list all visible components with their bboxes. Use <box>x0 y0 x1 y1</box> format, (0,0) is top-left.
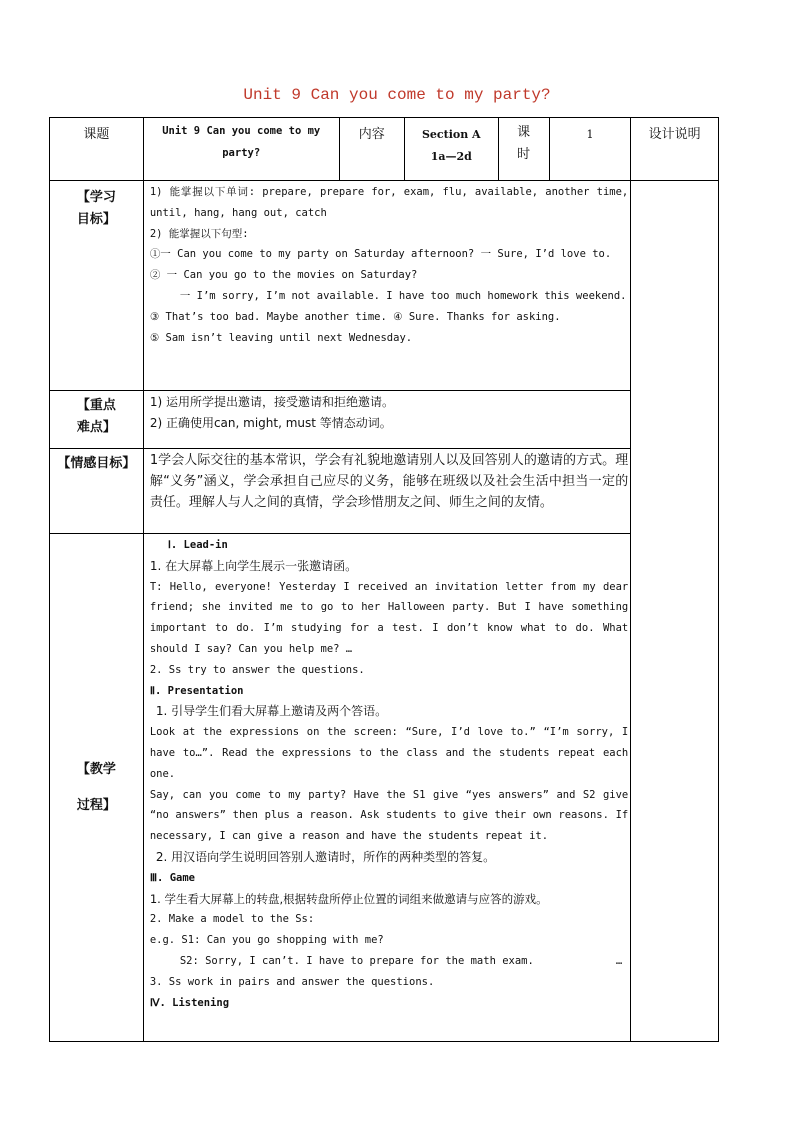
lead-in-heading: Ⅰ. Lead-in <box>167 539 228 551</box>
emotion-label-cell <box>50 449 144 534</box>
process-label-1: 【教学 <box>76 761 116 777</box>
process-label-2: 过程】 <box>76 797 116 813</box>
design-label: 设计说明 <box>648 127 701 142</box>
game-example-s2: S2: Sorry, I can’t. I have to prepare for the math exam. <box>179 954 534 967</box>
period-label-1: 课 <box>517 125 531 140</box>
listening-heading: Ⅳ. Listening <box>149 996 230 1009</box>
goals-content-cell <box>143 181 630 391</box>
goal-line-1: 1) 能掌握以下单词: prepare, prepare for, exam, flu, available, another time, until, hang, hang out, catch <box>149 186 629 219</box>
key-point-line-2: 2) 正确使用can, might, must 等情态动词。 <box>149 415 392 430</box>
game-step-3: 3. Ss work in pairs and answer the questions. <box>149 975 435 988</box>
document-title: Unit 9 Can you come to my party? <box>243 86 551 104</box>
content-label: 内容 <box>358 127 385 142</box>
presentation-step-1: 1. 引导学生们看大屏幕上邀请及两个答语。 <box>155 704 388 719</box>
presentation-heading: Ⅱ. Presentation <box>149 684 244 697</box>
key-point-line-1: 1) 运用所学提出邀请，接受邀请和拒绝邀请。 <box>149 395 394 409</box>
lead-in-step-2: 2. Ss try to answer the questions. <box>149 663 365 676</box>
presentation-say: Say, can you come to my party? Have the S1 give “yes answers” and S2 give “no answers” then plus a reason. Ask students to give their own reasons. If necessary, I can give a reason and have the students repeat it. <box>149 788 629 843</box>
period-label-2: 时 <box>517 147 531 162</box>
game-example-s2-line <box>150 951 628 972</box>
lead-in-step-1: 1. 在大屏幕上向学生展示一张邀请函。 <box>149 558 358 573</box>
period-value-cell <box>549 118 631 181</box>
topic-label-cell <box>50 118 144 181</box>
goal-line-7: ⑤ Sam isn’t leaving until next Wednesday. <box>149 331 413 344</box>
period-value: 1 <box>586 128 594 141</box>
key-points-label-2: 难点】 <box>76 420 116 435</box>
emotion-label: 【情感目标】 <box>57 456 136 471</box>
process-label-cell <box>50 534 144 1042</box>
game-example-s1: e.g. S1: Can you go shopping with me? <box>149 934 384 947</box>
period-label-cell <box>498 118 549 181</box>
content-label-cell <box>339 118 404 181</box>
goal-line-4: ② 一 Can you go to the movies on Saturday? <box>149 269 418 282</box>
presentation-look: Look at the expressions on the screen: “Sure, I’d love to.” “I’m sorry, I have to…”. Read the expressions to the class and the students repeat each one. <box>149 726 629 780</box>
section-line-2: 1a—2d <box>430 150 472 163</box>
presentation-step-2: 2. 用汉语向学生说明回答别人邀请时，所作的两种类型的答复。 <box>155 849 496 864</box>
key-points-label-cell <box>50 391 144 449</box>
goals-label-2: 目标】 <box>76 212 116 227</box>
game-step-1: 1. 学生看大屏幕上的转盘,根据转盘所停止位置的词组来做邀请与应答的游戏。 <box>149 891 548 906</box>
topic-value-cell <box>143 118 339 181</box>
lead-in-teacher-text: T: Hello, everyone! Yesterday I received an invitation letter from my dear friend; she invited me to go to her Halloween party. But I have something important to do. I’m studying for a test. I don’t know what to do. What should I say? Can you help me? … <box>149 580 629 655</box>
goals-label-cell <box>50 181 144 391</box>
emotion-content-cell <box>143 449 630 534</box>
key-points-content-cell <box>143 391 630 449</box>
key-points-label-1: 【重点 <box>76 398 116 413</box>
goal-line-5: 一 I’m sorry, I’m not available. I have too much homework this weekend. <box>179 289 627 302</box>
design-notes-cell <box>631 181 719 1042</box>
game-heading: Ⅲ. Game <box>149 871 195 884</box>
emotion-text: 1学会人际交往的基本常识，学会有礼貌地邀请别人以及回答别人的邀请的方式。理解“义务”涵义，学会承担自己应尽的义务，能够在班级以及社会生活中担当一定的责任。理解人与人之间的真情，学会珍惜朋友之间、师生之间的友情。 <box>149 453 629 510</box>
lesson-plan-table <box>49 117 719 1042</box>
game-step-2: 2. Make a model to the Ss: <box>149 913 315 926</box>
goal-line-3: ①一 Can you come to my party on Saturday afternoon? 一 Sure, I’d love to. <box>149 248 612 261</box>
game-ellipsis: … <box>615 954 623 967</box>
goals-label-1: 【学习 <box>76 190 116 205</box>
section-cell <box>404 118 498 181</box>
process-content-cell <box>143 534 630 1042</box>
goal-line-2: 2) 能掌握以下句型: <box>149 227 249 240</box>
section-line-1: Section A <box>421 128 481 141</box>
topic-value: Unit 9 Can you come to my party? <box>162 125 321 159</box>
design-label-cell <box>631 118 719 181</box>
goal-line-6: ③ That’s too bad. Maybe another time. ④ Sure. Thanks for asking. <box>149 310 561 323</box>
topic-label: 课题 <box>83 127 110 142</box>
